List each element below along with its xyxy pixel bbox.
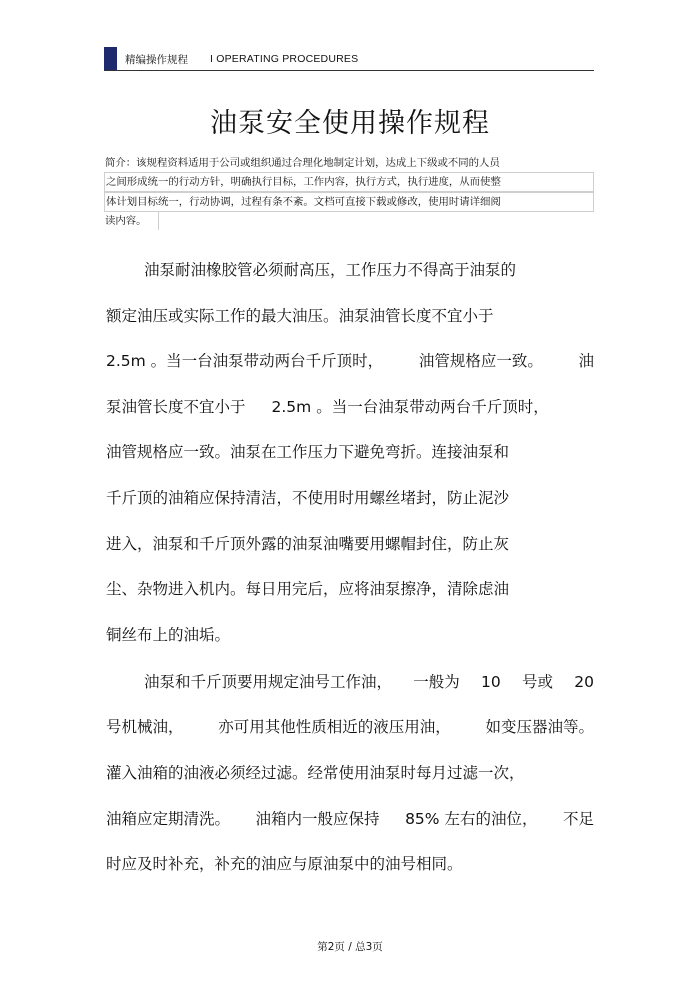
intro-line: 简介：该规程资料适用于公司或组织通过合理化地制定计划，达成上下级或不同的人员 <box>105 157 500 169</box>
body-line: 灌入油箱的油液必须经过滤。经常使用油泵时每月过滤一次， <box>106 764 525 783</box>
intro-line: 之间形成统一的行动方针，明确执行目标，工作内容，执行方式，执行进度，从而使整 <box>104 172 594 192</box>
intro-box <box>104 154 594 230</box>
text-run: 油泵和千斤顶要用规定油号工作油， <box>144 672 393 691</box>
paragraph-2 <box>106 670 594 898</box>
header-accent-bar <box>104 47 117 71</box>
body-line: 千斤顶的油箱应保持清洁，不使用时用螺丝堵封，防止泥沙 <box>106 488 510 507</box>
body-line: 铜丝布上的油垢。 <box>106 625 231 644</box>
text-run: 不足 <box>562 809 594 828</box>
text-run: 油箱内一般应保持 <box>255 809 380 828</box>
intro-line: 体计划目标统一，行动协调，过程有条不紊。文档可直接下载或修改，使用时请详细阅 <box>104 192 594 212</box>
body-line: 油管规格应一致。油泵在工作压力下避免弯折。连接油泵和 <box>106 443 510 462</box>
body-line <box>106 395 594 441</box>
body-line <box>106 349 594 395</box>
body-line: 时应及时补充，补充的油应与原油泵中的油号相同。 <box>106 855 463 874</box>
body-line: 油泵耐油橡胶管必须耐高压，工作压力不得高于油泵的 <box>144 261 517 279</box>
body-line <box>106 715 594 761</box>
text-run: 泵油管长度不宜小于 <box>106 397 246 416</box>
paragraph-1 <box>106 258 594 668</box>
text-run: 油箱应定期清洗。 <box>106 809 231 828</box>
body-line <box>106 807 594 853</box>
text-run: 号机械油， <box>106 718 184 737</box>
document-body <box>106 258 594 898</box>
body-line <box>106 670 594 716</box>
page-footer: 第2页 / 总3页 <box>317 941 383 953</box>
header-en-label: I OPERATING PROCEDURES <box>210 53 359 65</box>
text-run: 85% 左右的油位， <box>405 809 538 828</box>
text-run: 2.5m 。当一台油泵带动两台千斤顶时， <box>106 352 384 371</box>
body-line: 额定油压或实际工作的最大油压。油泵油管长度不宜小于 <box>106 306 494 325</box>
text-run: 20 <box>574 672 594 691</box>
text-run: 2.5m 。当一台油泵带动两台千斤顶时， <box>271 397 549 416</box>
body-line: 尘、杂物进入机内。每日用完后，应将油泵擦净，清除虑油 <box>106 580 510 599</box>
intro-line: 读内容。 <box>104 212 159 230</box>
page-header <box>104 47 358 71</box>
text-run: 如变压器油等。 <box>485 718 594 737</box>
header-cn-label: 精编操作规程 <box>125 53 188 66</box>
text-run: 油管规格应一致。 <box>418 352 543 371</box>
text-run: 一般为 <box>413 672 460 691</box>
text-run: 油 <box>578 352 594 371</box>
text-run: 亦可用其他性质相近的液压用油， <box>218 718 451 737</box>
header-divider <box>104 70 594 71</box>
document-title: 油泵安全使用操作规程 <box>210 108 490 139</box>
body-line: 进入，油泵和千斤顶外露的油泵油嘴要用螺帽封住，防止灰 <box>106 534 510 553</box>
text-run: 10 <box>481 672 501 691</box>
text-run: 号或 <box>521 672 553 691</box>
